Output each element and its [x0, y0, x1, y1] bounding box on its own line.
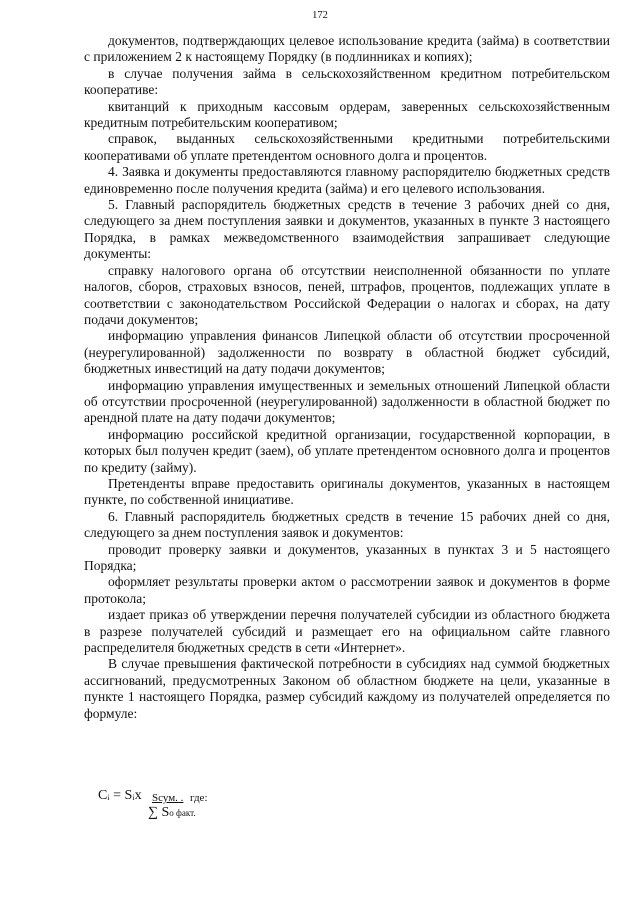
paragraph: Претенденты вправе предоставить оригиналы документов, указанных в настоящем пункте, по собственной инициативе.: [84, 475, 610, 508]
page-number: 172: [312, 10, 328, 21]
paragraph: квитанций к приходным кассовым ордерам, заверенных сельскохозяйственным кредитным потребительским кооперативом;: [84, 98, 610, 131]
formula-sum: ∑ S: [148, 805, 170, 820]
paragraph: документов, подтверждающих целевое использование кредита (займа) в соответствии с приложением 2 к настоящему Порядку (в подлинниках и копиях);: [84, 33, 610, 65]
paragraph: справок, выданных сельскохозяйственными кредитными потребительскими кооперативами об уплате претендентом основного долга и процентов.: [84, 131, 610, 163]
paragraph: издает приказ об утверждении перечня получателей субсидии из областного бюджета в разрезе получателей субсидий и размещает его на официальном сайте главного распределителя бюджетных средств в сети «Интернет».: [84, 607, 610, 656]
paragraph: информацию управления имущественных и земельных отношений Липецкой области об отсутствии просроченной (неурегулированной) задолженности в областной бюджет по арендной плате на дату подачи документов;: [84, 377, 610, 426]
paragraph: 6. Главный распорядитель бюджетных средств в течение 15 рабочих дней со дня, следующего за днем поступления заявок и документов:: [84, 508, 610, 541]
paragraph: в случае получения займа в сельскохозяйственном кредитном потребительском кооперативе:: [84, 65, 610, 98]
paragraph: 4. Заявка и документы предоставляются главному распорядителю бюджетных средств единовременно после получения кредита (займа) и его целевого использования.: [84, 164, 610, 196]
paragraph: 5. Главный распорядитель бюджетных средств в течение 3 рабочих дней со дня, следующего за днем поступления заявки и документов, указанных в пункте 3 настоящего Порядка, в рамках межведомственного взаимодействия запрашивает следующие документы:: [84, 197, 610, 262]
paragraph: проводит проверку заявки и документов, указанных в пунктах 3 и 5 настоящего Порядка;: [84, 541, 610, 573]
paragraph: информацию российской кредитной организации, государственной корпорации, в которых был получен кредит (заем), об уплате претендентом основного долга и процентов по кредиту (займу).: [84, 426, 610, 475]
formula-denominator-subscript: о факт.: [169, 808, 196, 818]
paragraph: оформляет результаты проверки актом о рассмотрении заявок и документов в форме протокола;: [84, 574, 610, 606]
paragraph: справку налогового органа об отсутствии неисполненной обязанности по уплате налогов, сборов, страховых взносов, пеней, штрафов, процентов, подлежащих уплате в соответствии с законодательством Российской Федерации о налогах и сборах, на дату подачи документов;: [84, 262, 610, 327]
formula-denominator: [148, 805, 196, 821]
formula-left-side: Cᵢ = Sᵢx: [98, 788, 142, 803]
formula-numerator: Sсум. .: [152, 792, 184, 804]
formula-suffix: где:: [190, 792, 208, 804]
document-body: [84, 33, 610, 722]
subsidy-formula: [98, 788, 338, 833]
paragraph: информацию управления финансов Липецкой области об отсутствии просроченной (неурегулированной) задолженности по возврату в областной бюджет субсидий, бюджетных инвестиций на дату подачи документов;: [84, 328, 610, 377]
paragraph: В случае превышения фактической потребности в субсидиях над суммой бюджетных ассигнований, предусмотренных Законом об областном бюджете на цели, указанные в пункте 1 настоящего Порядка, размер субсидий каждому из получателей определяется по формуле:: [84, 656, 610, 721]
